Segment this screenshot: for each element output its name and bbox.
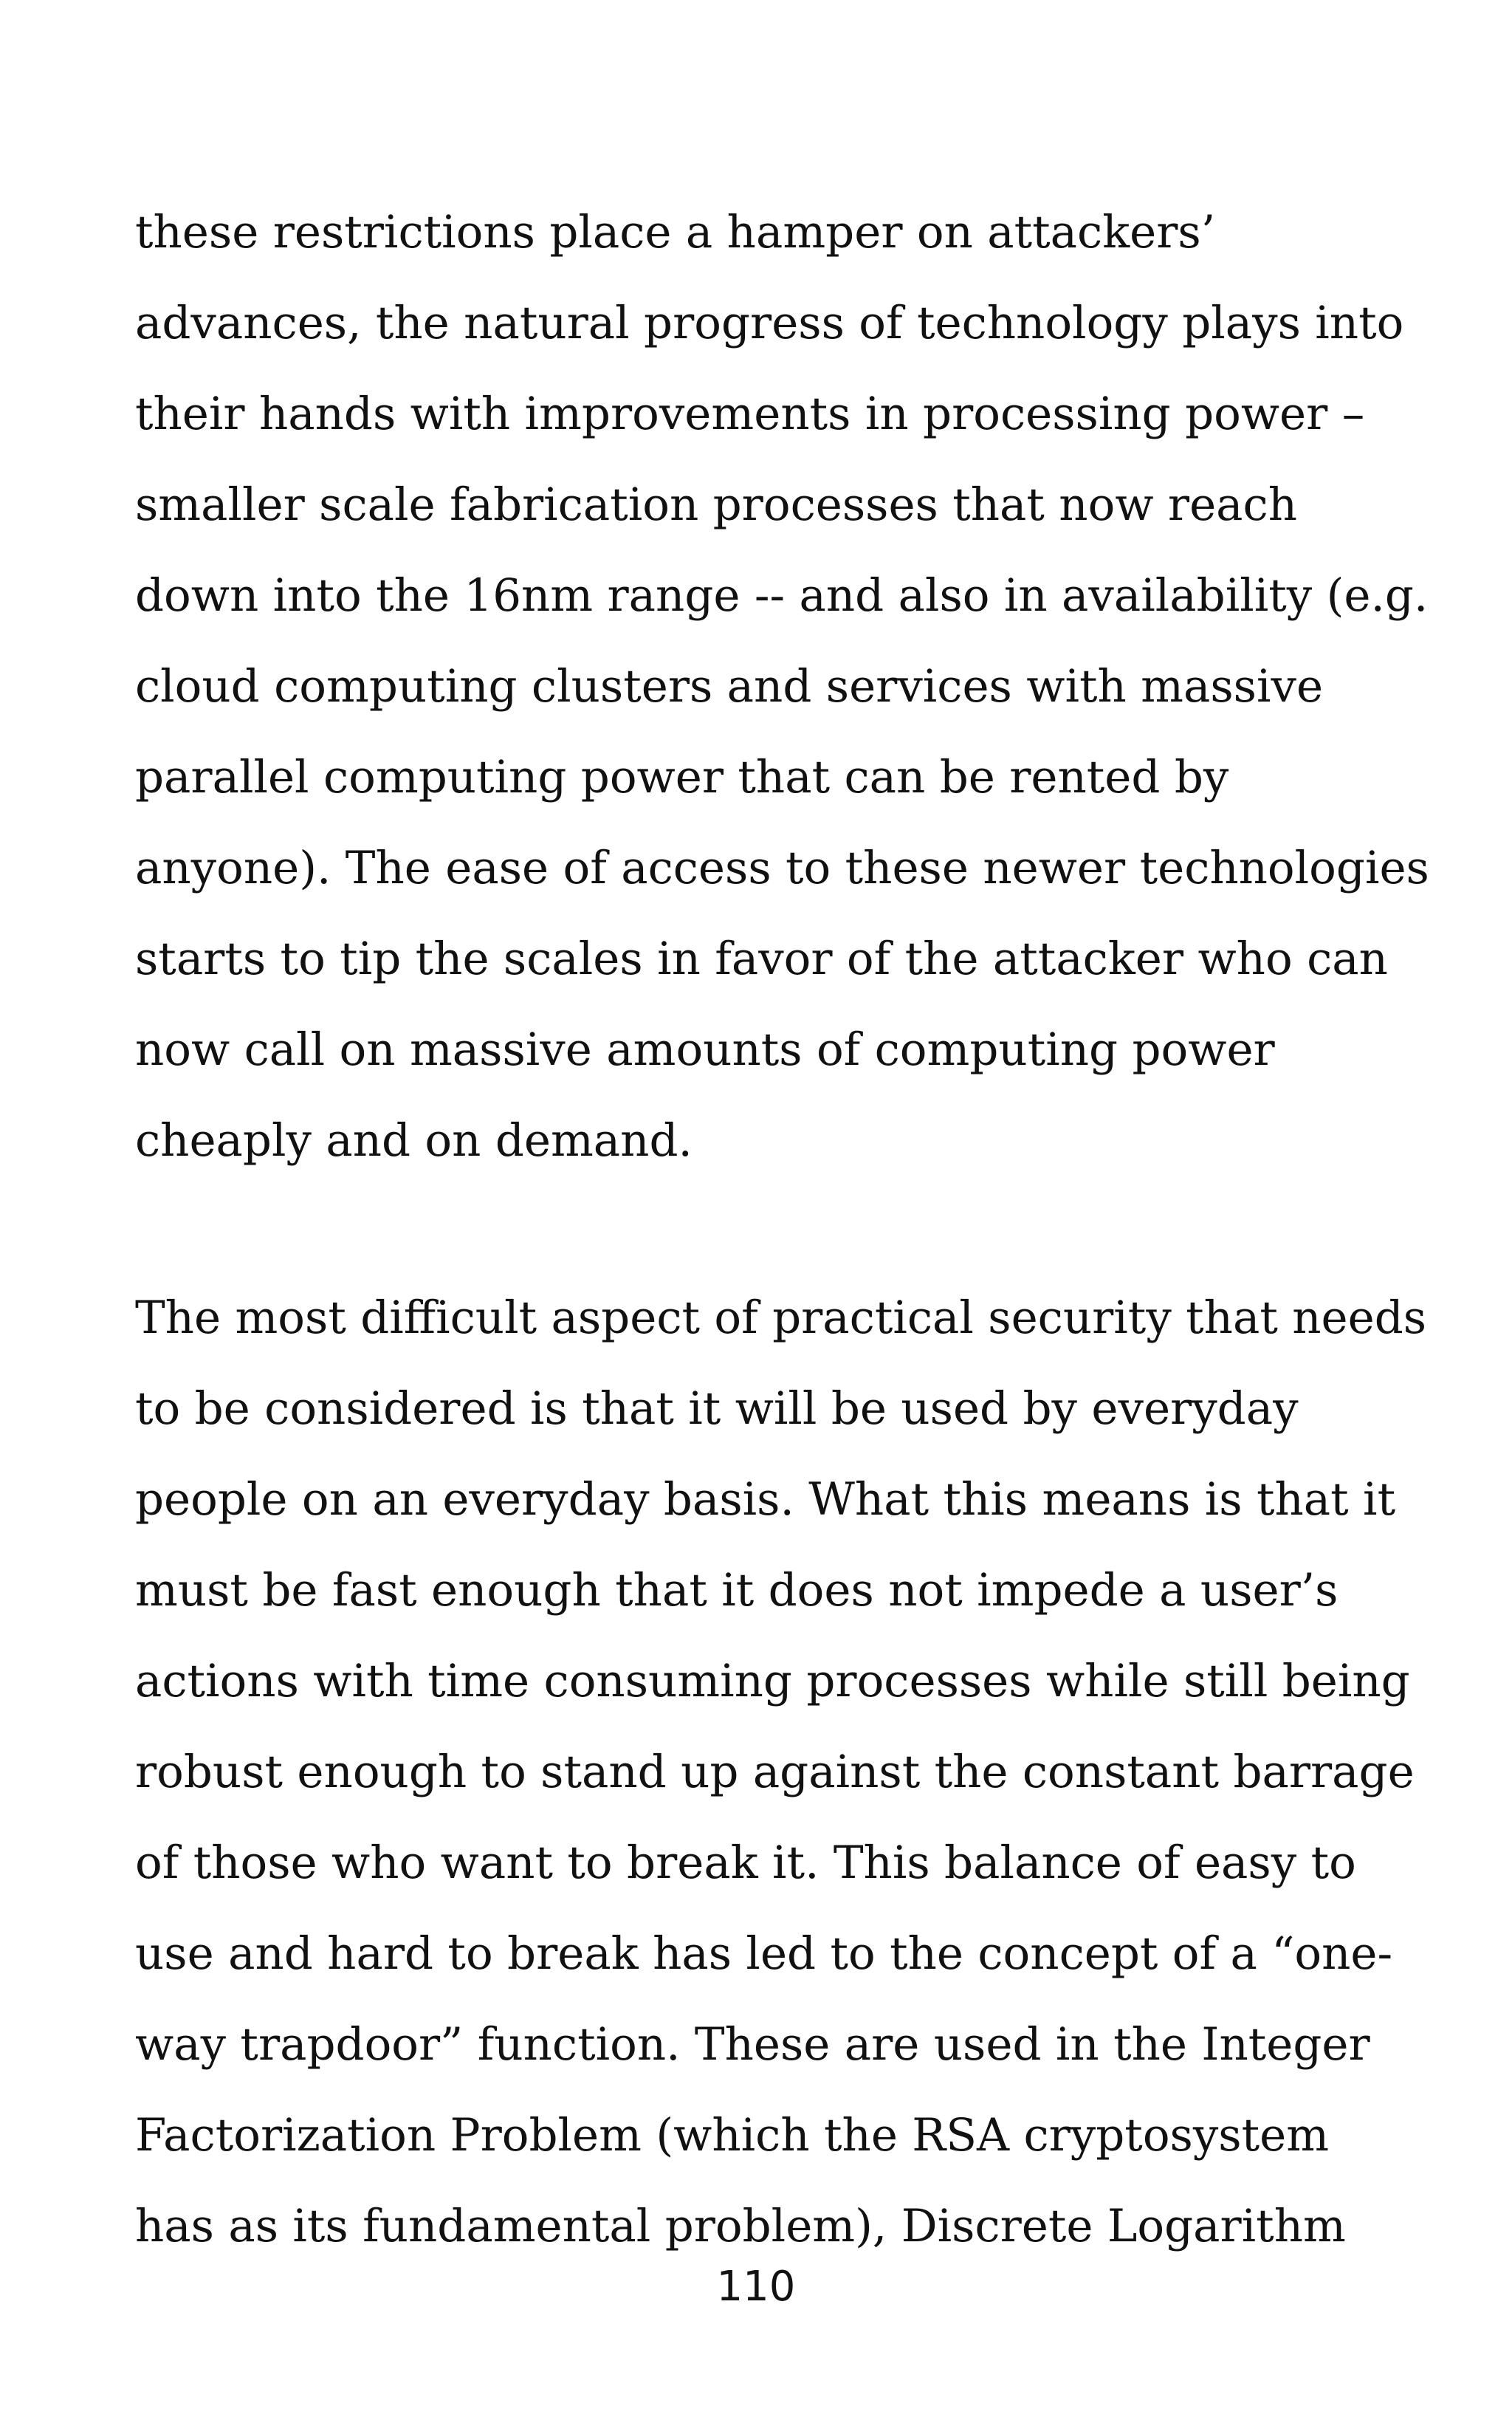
text-line: parallel computing power that can be rented by — [135, 751, 1229, 803]
text-line: advances, the natural progress of technology plays into — [135, 297, 1404, 349]
text-line: Factorization Problem (which the RSA cryptosystem — [135, 2109, 1330, 2162]
text-line: smaller scale fabrication processes that now reach — [135, 479, 1297, 531]
page-number: 110 — [716, 2263, 796, 2311]
text-line: starts to tip the scales in favor of the attacker who can — [135, 933, 1388, 985]
text-line: people on an everyday basis. What this means is that it — [135, 1473, 1396, 1526]
paragraph-1 — [135, 187, 1429, 1186]
text-line: cheaply and on demand. — [135, 1114, 693, 1167]
text-line: The most difficult aspect of practical security that needs — [135, 1292, 1427, 1344]
text-line: cloud computing clusters and services with massive — [135, 660, 1324, 713]
text-line: must be fast enough that it does not impede a user’s — [135, 1564, 1339, 1617]
text-line: actions with time consuming processes while still being — [135, 1655, 1410, 1707]
text-line: of those who want to break it. This balance of easy to — [135, 1837, 1356, 1889]
text-line: these restrictions place a hamper on attackers’ — [135, 206, 1216, 258]
text-line: use and hard to break has led to the concept of a “one- — [135, 1927, 1393, 1980]
text-line: to be considered is that it will be used by everyday — [135, 1382, 1299, 1435]
text-line: down into the 16nm range -- and also in availability (e.g. — [135, 569, 1429, 622]
text-line: their hands with improvements in processing power – — [135, 388, 1365, 440]
text-line: now call on massive amounts of computing power — [135, 1024, 1275, 1076]
text-line: has as its fundamental problem), Discrete Logarithm — [135, 2200, 1346, 2252]
text-line: way trapdoor” function. These are used in the Integer — [135, 2018, 1370, 2071]
paragraph-2 — [135, 1272, 1427, 2272]
text-line: robust enough to stand up against the constant barrage — [135, 1746, 1415, 1798]
text-line: anyone). The ease of access to these newer technologies — [135, 842, 1429, 894]
